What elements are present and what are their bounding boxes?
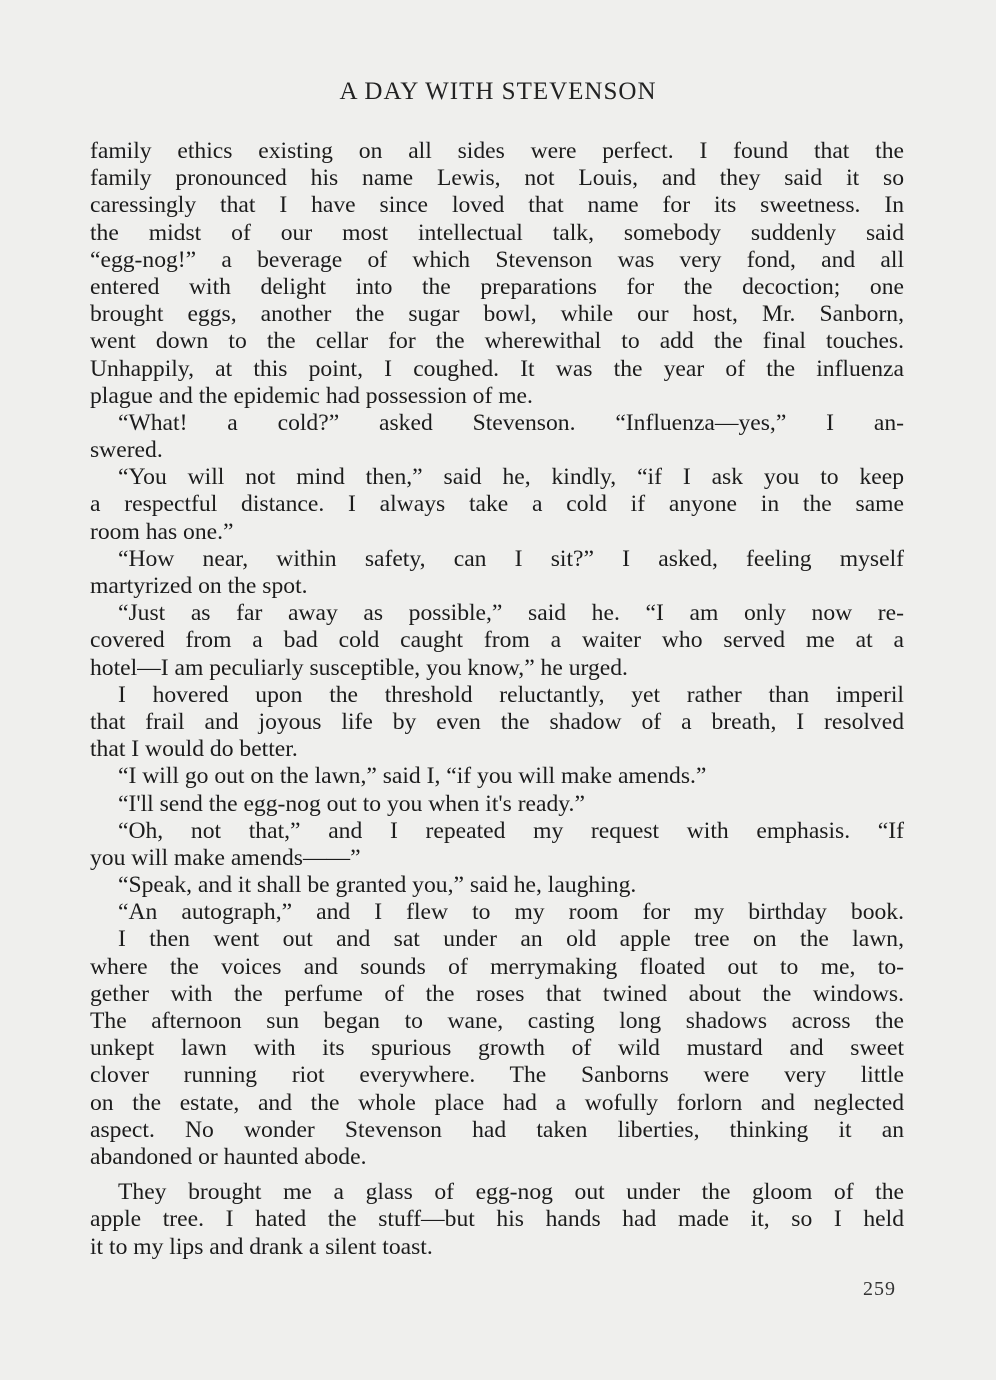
text-line: where the voices and sounds of merrymaking floated out to me, to- [90, 953, 904, 980]
text-line: “I'll send the egg-nog out to you when it's ready.” [118, 790, 585, 817]
text-line: “Oh, not that,” and I repeated my request with emphasis. “If [118, 817, 904, 844]
text-line: “An autograph,” and I flew to my room for my birthday book. [118, 899, 904, 926]
text-line: They brought me a glass of egg-nog out under the gloom of the [118, 1179, 904, 1206]
text-line: caressingly that I have since loved that name for its sweetness. In [90, 192, 904, 219]
text-line: I hovered upon the threshold reluctantly, yet rather than imperil [118, 681, 904, 708]
text-line: plague and the epidemic had possession of me. [90, 382, 533, 409]
text-line: “How near, within safety, can I sit?” I asked, feeling myself [118, 545, 904, 572]
text-line: brought eggs, another the sugar bowl, while our host, Mr. Sanborn, [90, 301, 904, 328]
text-line: family pronounced his name Lewis, not Louis, and they said it so [90, 165, 904, 192]
text-line: unkept lawn with its spurious growth of wild mustard and sweet [90, 1035, 904, 1062]
text-line: that frail and joyous life by even the shadow of a breath, I resolved [90, 708, 904, 735]
text-line: gether with the perfume of the roses that twined about the windows. [90, 980, 904, 1007]
text-line: apple tree. I hated the stuff—but his hands had made it, so I held [90, 1206, 904, 1233]
paragraph-gap [90, 1171, 904, 1179]
text-line: “Speak, and it shall be granted you,” said he, laughing. [118, 872, 637, 899]
text-line: hotel—I am peculiarly susceptible, you know,” he urged. [90, 654, 628, 681]
text-line: Unhappily, at this point, I coughed. It was the year of the influenza [90, 355, 904, 382]
text-line: “You will not mind then,” said he, kindly, “if I ask you to keep [118, 464, 904, 491]
text-line: The afternoon sun began to wane, casting long shadows across the [90, 1008, 904, 1034]
text-line: abandoned or haunted abode. [90, 1143, 367, 1170]
text-line: I then went out and sat under an old apple tree on the lawn, [118, 926, 904, 953]
text-line: it to my lips and drank a silent toast. [90, 1233, 433, 1260]
page-number: 259 [863, 1278, 896, 1300]
text-line: went down to the cellar for the wherewithal to add the final touches. [90, 328, 904, 355]
text-line: family ethics existing on all sides were perfect. I found that the [90, 138, 904, 164]
text-line: “What! a cold?” asked Stevenson. “Influenza—yes,” I an- [118, 409, 904, 436]
text-line: that I would do better. [90, 736, 298, 763]
text-line: entered with delight into the preparations for the decoction; one [90, 273, 904, 300]
text-line: room has one.” [90, 518, 234, 545]
text-line: swered. [90, 437, 163, 464]
text-line: you will make amends——” [90, 844, 361, 871]
running-head: A DAY WITH STEVENSON [339, 78, 657, 105]
text-line: martyrized on the spot. [90, 573, 308, 599]
text-line: “Just as far away as possible,” said he. “I am only now re- [118, 600, 904, 627]
text-line: aspect. No wonder Stevenson had taken liberties, thinking it an [90, 1116, 904, 1143]
body-text [90, 138, 904, 1261]
text-line: covered from a bad cold caught from a waiter who served me at a [90, 627, 904, 654]
text-line: “egg-nog!” a beverage of which Stevenson was very fond, and all [90, 246, 904, 273]
text-line: the midst of our most intellectual talk, somebody suddenly said [90, 219, 904, 246]
text-line: a respectful distance. I always take a cold if anyone in the same [90, 491, 904, 518]
text-line: “I will go out on the lawn,” said I, “if you will make amends.” [118, 763, 707, 790]
text-line: on the estate, and the whole place had a wofully forlorn and neglected [90, 1089, 904, 1116]
text-line: clover running riot everywhere. The Sanborns were very little [90, 1062, 904, 1089]
